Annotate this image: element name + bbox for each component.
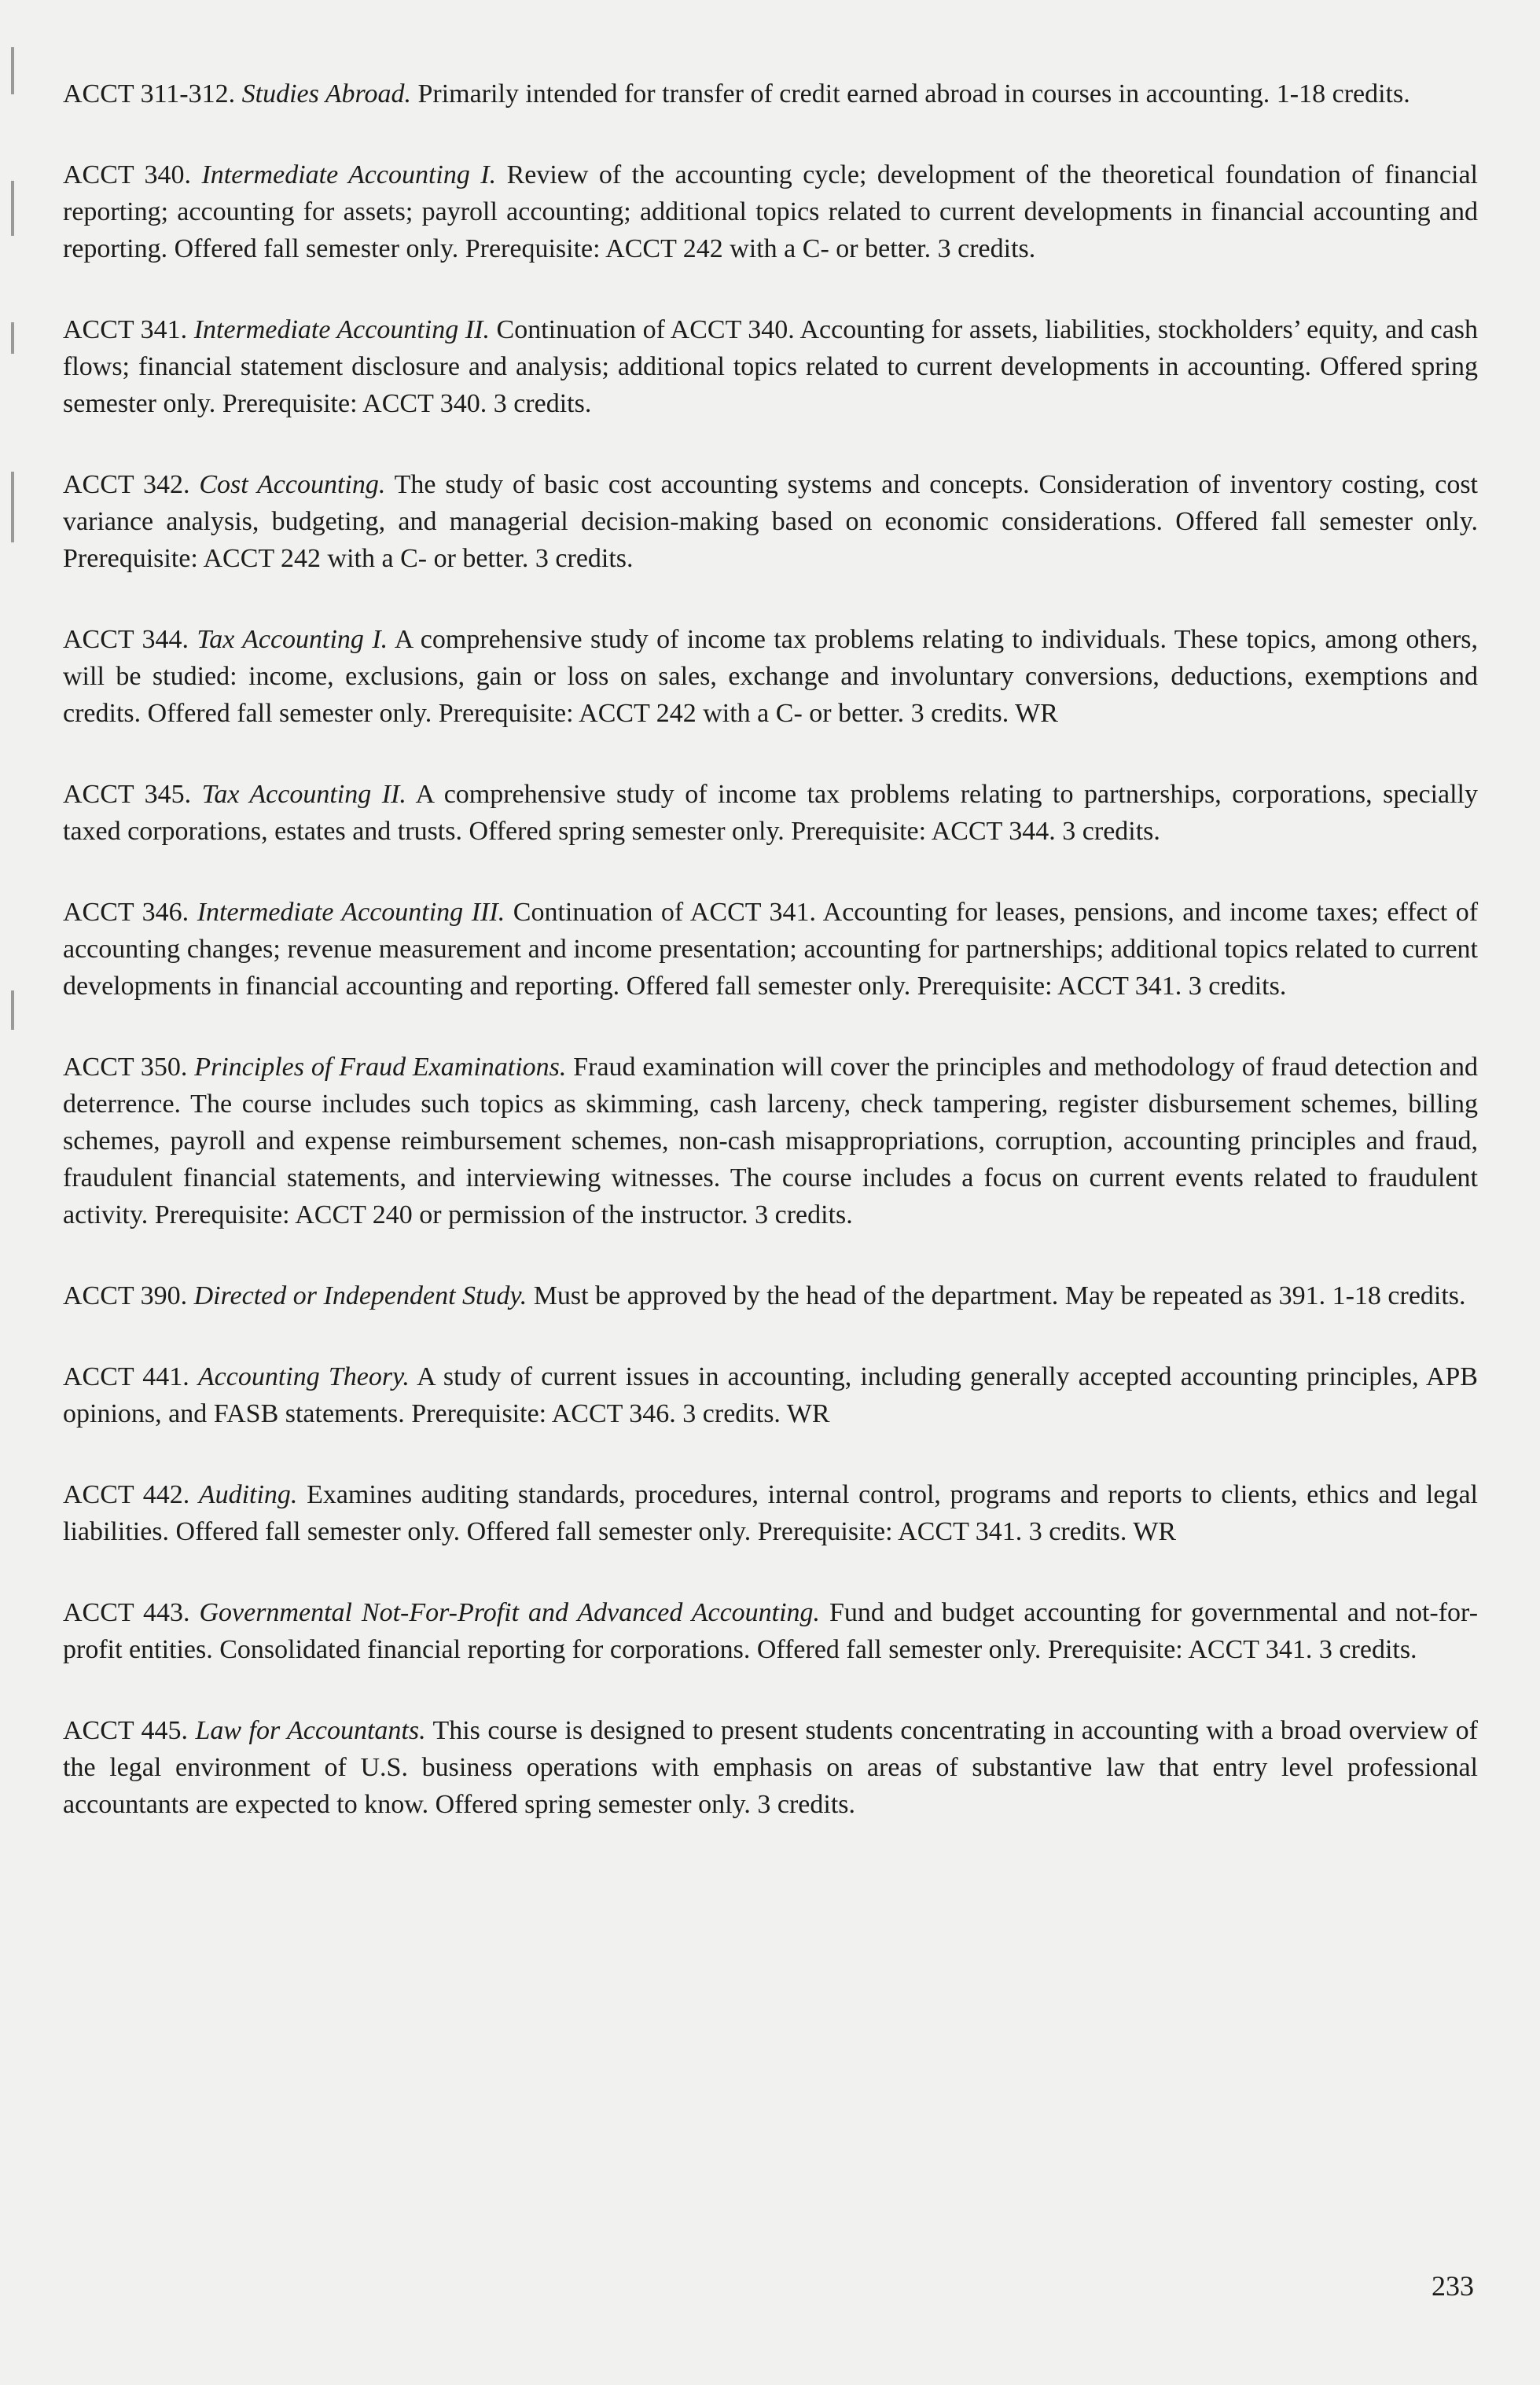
course-code: ACCT 390. — [63, 1281, 188, 1310]
course-title: Tax Accounting II. — [201, 780, 406, 809]
page-number: 233 — [1432, 2270, 1474, 2302]
course-title: Principles of Fraud Examinations. — [194, 1053, 567, 1082]
course-code: ACCT 311-312. — [63, 79, 236, 108]
course-title: Auditing. — [198, 1480, 298, 1509]
course-title: Studies Abroad. — [241, 79, 411, 108]
course-description: Continuation of ACCT 340. Accounting for assets, liabilities, stockholders’ equity, and cash flows; financial statement disclosure and analysis; additional topics related to current developments in accounting. Offered spring semester only. Prerequisite: ACCT 340. 3 credits. — [63, 315, 1479, 418]
course-title: Cost Accounting. — [199, 470, 386, 499]
course-code: ACCT 346. — [63, 898, 189, 927]
course-entry-acct-311-312 — [63, 75, 1478, 112]
scan-edge-mark — [11, 47, 14, 94]
course-code: ACCT 441. — [63, 1362, 189, 1391]
course-list — [63, 75, 1478, 1867]
course-code: ACCT 443. — [63, 1598, 190, 1627]
course-entry-acct-445 — [63, 1712, 1478, 1823]
course-title: Tax Accounting I. — [197, 625, 388, 654]
course-title: Accounting Theory. — [197, 1362, 410, 1391]
course-description: Fund and budget accounting for governmental and not-for-profit entities. Consolidated financial reporting for corporations. Offered fall semester only. Prerequisite: ACCT 341. 3 credits. — [63, 1598, 1479, 1664]
course-description: Continuation of ACCT 341. Accounting for leases, pensions, and income taxes; effect of accounting changes; revenue measurement and income presentation; accounting for partnerships; additional topics related to current developments in financial accounting and reporting. Offered fall semester only. Prerequisite: ACCT 341. 3 credits. — [63, 898, 1479, 1001]
course-code: ACCT 344. — [63, 625, 189, 654]
course-entry-acct-341 — [63, 311, 1478, 422]
course-entry-acct-442 — [63, 1476, 1478, 1550]
course-description: The study of basic cost accounting systems and concepts. Consideration of inventory costing, cost variance analysis, budgeting, and managerial decision-making based on economic considerations. Offered fall semester only. Prerequisite: ACCT 242 with a C- or better. 3 credits. — [63, 470, 1479, 573]
course-code: ACCT 340. — [63, 160, 192, 189]
course-code: ACCT 342. — [63, 470, 190, 499]
scan-edge-mark — [11, 181, 14, 236]
scan-edge-mark — [11, 990, 14, 1030]
course-code: ACCT 442. — [63, 1480, 190, 1509]
course-entry-acct-345 — [63, 776, 1478, 850]
course-title: Intermediate Accounting III. — [197, 898, 505, 927]
scan-edge-mark — [11, 472, 14, 542]
course-code: ACCT 350. — [63, 1053, 188, 1082]
course-entry-acct-441 — [63, 1358, 1478, 1432]
course-code: ACCT 341. — [63, 315, 188, 344]
course-description: Review of the accounting cycle; development of the theoretical foundation of financial reporting; accounting for assets; payroll accounting; additional topics related to current developments in financial accounting and reporting. Offered fall semester only. Prerequisite: ACCT 242 with a C- or better. 3 credits. — [63, 160, 1478, 263]
course-description: Must be approved by the head of the department. May be repeated as 391. 1-18 credits. — [533, 1281, 1466, 1310]
course-entry-acct-443 — [63, 1594, 1478, 1668]
course-description: Examines auditing standards, procedures, internal control, programs and reports to clients, ethics and legal liabilities. Offered fall semester only. Offered fall semester only. Prerequisite: ACCT 341. 3 credits. WR — [63, 1480, 1478, 1546]
course-description: Primarily intended for transfer of credit earned abroad in courses in accounting. 1-18 credits. — [417, 79, 1410, 108]
course-description: This course is designed to present students concentrating in accounting with a broad overview of the legal environment of U.S. business operations with emphasis on areas of substantive law that entry level professional accountants are expected to know. Offered spring semester only. 3 credits. — [63, 1716, 1478, 1819]
course-entry-acct-390 — [63, 1277, 1478, 1314]
course-title: Law for Accountants. — [195, 1716, 426, 1745]
course-entry-acct-346 — [63, 894, 1478, 1005]
scan-edge-mark — [11, 322, 14, 354]
course-title: Intermediate Accounting II. — [193, 315, 490, 344]
course-code: ACCT 445. — [63, 1716, 189, 1745]
course-entry-acct-350 — [63, 1049, 1478, 1233]
course-entry-acct-340 — [63, 156, 1478, 267]
course-description: Fraud examination will cover the principles and methodology of fraud detection and deterrence. The course includes such topics as skimming, cash larceny, check tampering, register disbursement schemes, billing schemes, payroll and expense reimbursement schemes, non-cash misappropriations, corruption, accounting principles and fraud, fraudulent financial statements, and interviewing witnesses. The course includes a focus on current events related to fraudulent activity. Prerequisite: ACCT 240 or permission of the instructor. 3 credits. — [63, 1053, 1479, 1229]
course-description: A comprehensive study of income tax problems relating to individuals. These topics, among others, will be studied: income, exclusions, gain or loss on sales, exchange and involuntary conversions, deductions, exemptions and credits. Offered fall semester only. Prerequisite: ACCT 242 with a C- or better. 3 credits. WR — [63, 625, 1479, 728]
course-description: A study of current issues in accounting, including generally accepted accounting principles, APB opinions, and FASB statements. Prerequisite: ACCT 346. 3 credits. WR — [63, 1362, 1478, 1428]
course-entry-acct-344 — [63, 621, 1478, 732]
course-title: Intermediate Accounting I. — [201, 160, 497, 189]
course-description: A comprehensive study of income tax problems relating to partnerships, corporations, specially taxed corporations, estates and trusts. Offered spring semester only. Prerequisite: ACCT 344. 3 credits. — [63, 780, 1479, 846]
course-title: Governmental Not-For-Profit and Advanced Accounting. — [199, 1598, 821, 1627]
course-title: Directed or Independent Study. — [193, 1281, 527, 1310]
course-entry-acct-342 — [63, 466, 1478, 577]
course-code: ACCT 345. — [63, 780, 192, 809]
